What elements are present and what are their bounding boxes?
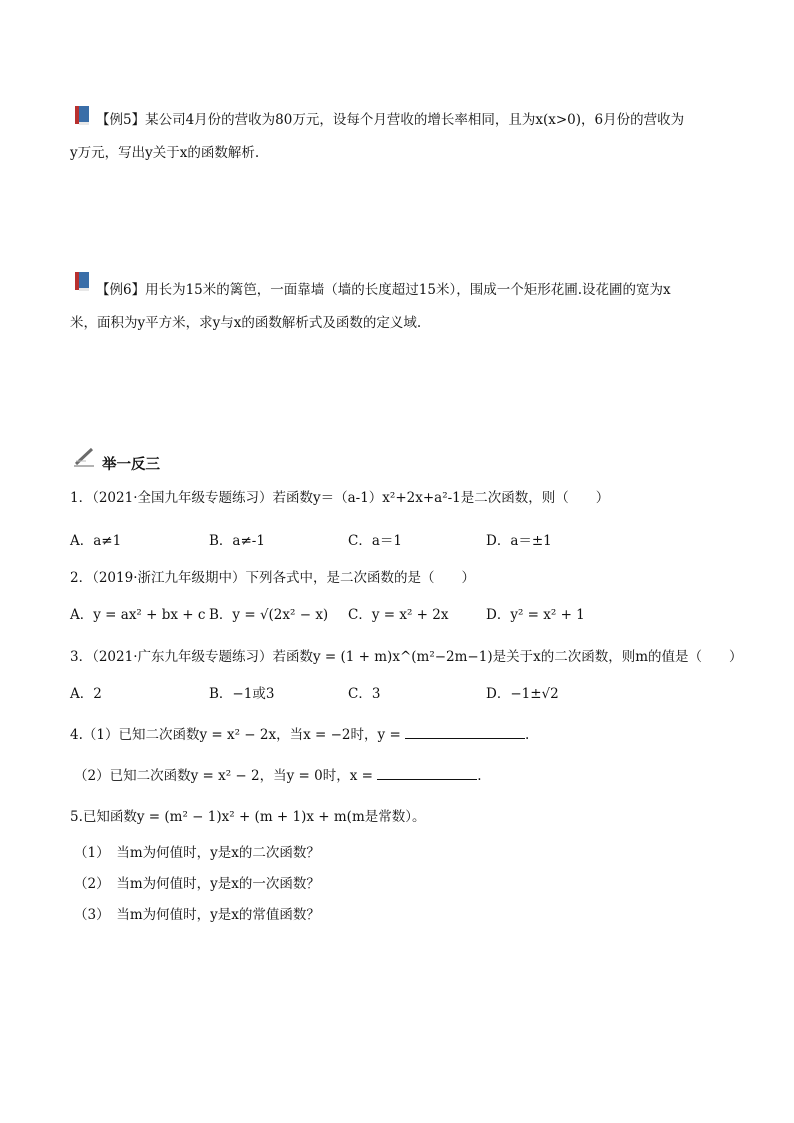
question-3-option-b[interactable]: B．−1或3 (209, 686, 275, 702)
question-1-option-c[interactable]: C．a＝1 (348, 533, 402, 549)
question-1-stem: 1．（2021·全国九年级专题练习）若函数y＝（a-1）x²+2x+a²-1是二次函数，则（ ） (70, 490, 610, 506)
question-5-sub-2: （2） 当m为何值时，y是x的一次函数？ (74, 876, 320, 892)
question-5-sub-1: （1） 当m为何值时，y是x的二次函数？ (74, 845, 320, 861)
book-icon (74, 270, 91, 292)
question-2-option-d[interactable]: D．y² = x² + 1 (486, 607, 585, 623)
book-icon (74, 104, 91, 126)
question-2-option-b[interactable]: B．y = √(2x² − x) (209, 607, 329, 623)
answer-blank-1[interactable] (405, 724, 525, 739)
question-2-stem: 2．（2019·浙江九年级期中）下列各式中，是二次函数的是（ ） (70, 570, 475, 586)
question-1-option-d[interactable]: D．a＝±1 (486, 533, 552, 549)
example-6-text-1: 用长为15米的篱笆，一面靠墙（墙的长度超过15米），围成一个矩形花圃.设花圃的宽为x (145, 282, 671, 298)
example-5-line-2: y万元，写出y关于x的函数解析. (70, 145, 260, 161)
question-4-part-1: 4.（1）已知二次函数y = x² − 2x，当x = −2时，y = . (70, 724, 529, 745)
question-3-stem: 3．（2021·广东九年级专题练习）若函数y = (1 + m)x^(m²−2m−1)是关于x的二次函数，则m的值是（ ） (70, 649, 743, 665)
question-1-option-b[interactable]: B．a≠-1 (209, 533, 265, 549)
example-5-line-1 (96, 110, 684, 130)
question-3-option-d[interactable]: D．−1±√2 (486, 686, 559, 702)
pen-writing-icon (72, 446, 96, 468)
example-5-text-1: 某公司4月份的营收为80万元，设每个月营收的增长率相同，且为x(x>0)，6月份的营收为 (145, 112, 685, 128)
example-6-line-1 (96, 280, 671, 300)
question-2-option-c[interactable]: C．y = x² + 2x (348, 607, 449, 623)
question-3-option-c[interactable]: C．3 (348, 686, 381, 702)
question-5-stem: 5.已知函数y = (m² − 1)x² + (m + 1)x + m(m是常数）。 (70, 809, 426, 825)
answer-blank-2[interactable] (377, 765, 477, 780)
example-6-line-2: 米，面积为y平方米，求y与x的函数解析式及函数的定义域. (70, 315, 422, 331)
example-6-tag: 【例6】 (96, 282, 146, 298)
question-1-option-a[interactable]: A．a≠1 (70, 533, 122, 549)
question-2-option-a[interactable]: A．y = ax² + bx + c (70, 607, 206, 623)
question-4-part-1-text: 4.（1）已知二次函数y = x² − 2x，当x = −2时，y = (70, 727, 401, 743)
question-4-part-2-text: （2）已知二次函数y = x² − 2，当y = 0时，x = (74, 768, 373, 784)
question-4-part-2: （2）已知二次函数y = x² − 2，当y = 0时，x = . (74, 765, 482, 786)
section-title: 举一反三 (102, 456, 160, 473)
example-5-tag: 【例5】 (96, 112, 146, 128)
question-3-option-a[interactable]: A．2 (70, 686, 102, 702)
question-5-sub-3: （3） 当m为何值时，y是x的常值函数？ (74, 907, 320, 923)
